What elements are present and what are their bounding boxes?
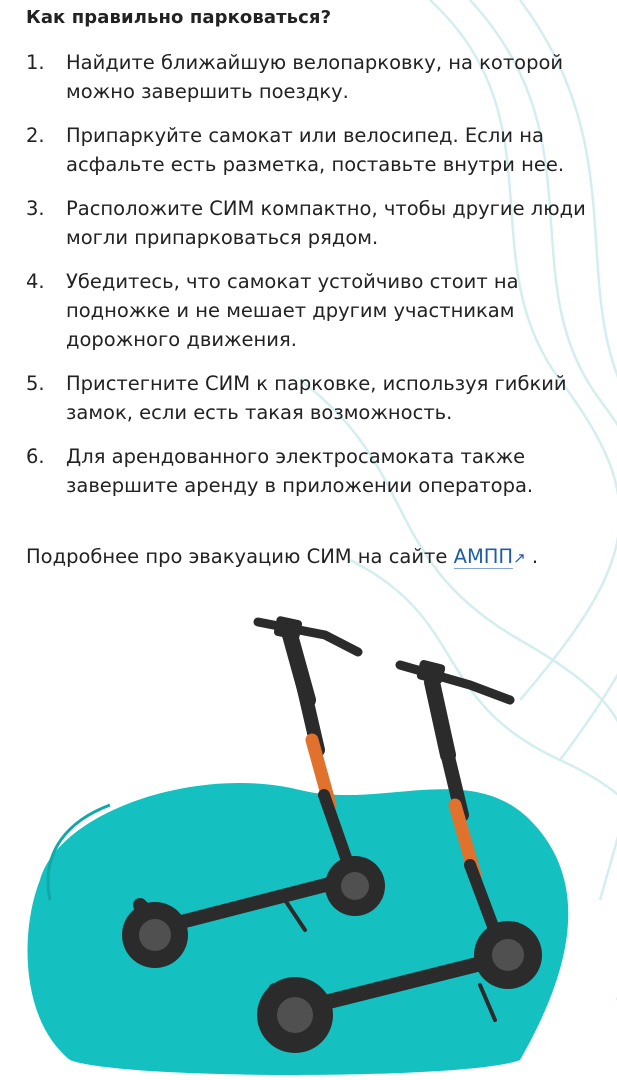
step-text: Убедитесь, что самокат устойчиво стоит на подножке и не мешает другим участникам дорожного движения. bbox=[66, 270, 519, 351]
ampp-link[interactable] bbox=[454, 545, 514, 569]
step-text: Пристегните СИМ к парковке, используя гибкий замок, если есть такая возможность. bbox=[66, 372, 567, 424]
ampp-link-label: АМПП bbox=[453, 545, 514, 568]
step-text: Припаркуйте самокат или велосипед. Если на асфальте есть разметка, поставьте внутри нее. bbox=[66, 124, 565, 176]
page-title: Как правильно парковаться? bbox=[26, 7, 332, 28]
external-link-icon: ↗ bbox=[513, 549, 526, 567]
more-info-text: Подробнее про эвакуацию СИМ на сайте bbox=[26, 545, 454, 568]
list-item bbox=[26, 121, 596, 179]
step-text: Найдите ближайшую велопарковку, на которой можно завершить поездку. bbox=[66, 51, 564, 103]
list-item bbox=[26, 267, 596, 354]
list-item bbox=[26, 48, 596, 106]
step-number: 3. bbox=[26, 197, 45, 220]
step-number: 1. bbox=[26, 51, 45, 74]
step-text: Для арендованного электросамоката также завершите аренду в приложении оператора. bbox=[66, 445, 534, 497]
step-number: 6. bbox=[26, 445, 45, 468]
step-number: 2. bbox=[26, 124, 45, 147]
list-item bbox=[26, 194, 596, 252]
step-number: 4. bbox=[26, 270, 45, 293]
step-text: Расположите СИМ компактно, чтобы другие люди могли припарковаться рядом. bbox=[66, 197, 586, 249]
list-item bbox=[26, 442, 596, 500]
step-number: 5. bbox=[26, 372, 45, 395]
list-item bbox=[26, 369, 596, 427]
more-info-suffix: . bbox=[525, 545, 539, 568]
more-info-paragraph bbox=[26, 542, 538, 573]
parking-steps-list bbox=[26, 48, 596, 515]
scooters-illustration bbox=[0, 590, 617, 1080]
